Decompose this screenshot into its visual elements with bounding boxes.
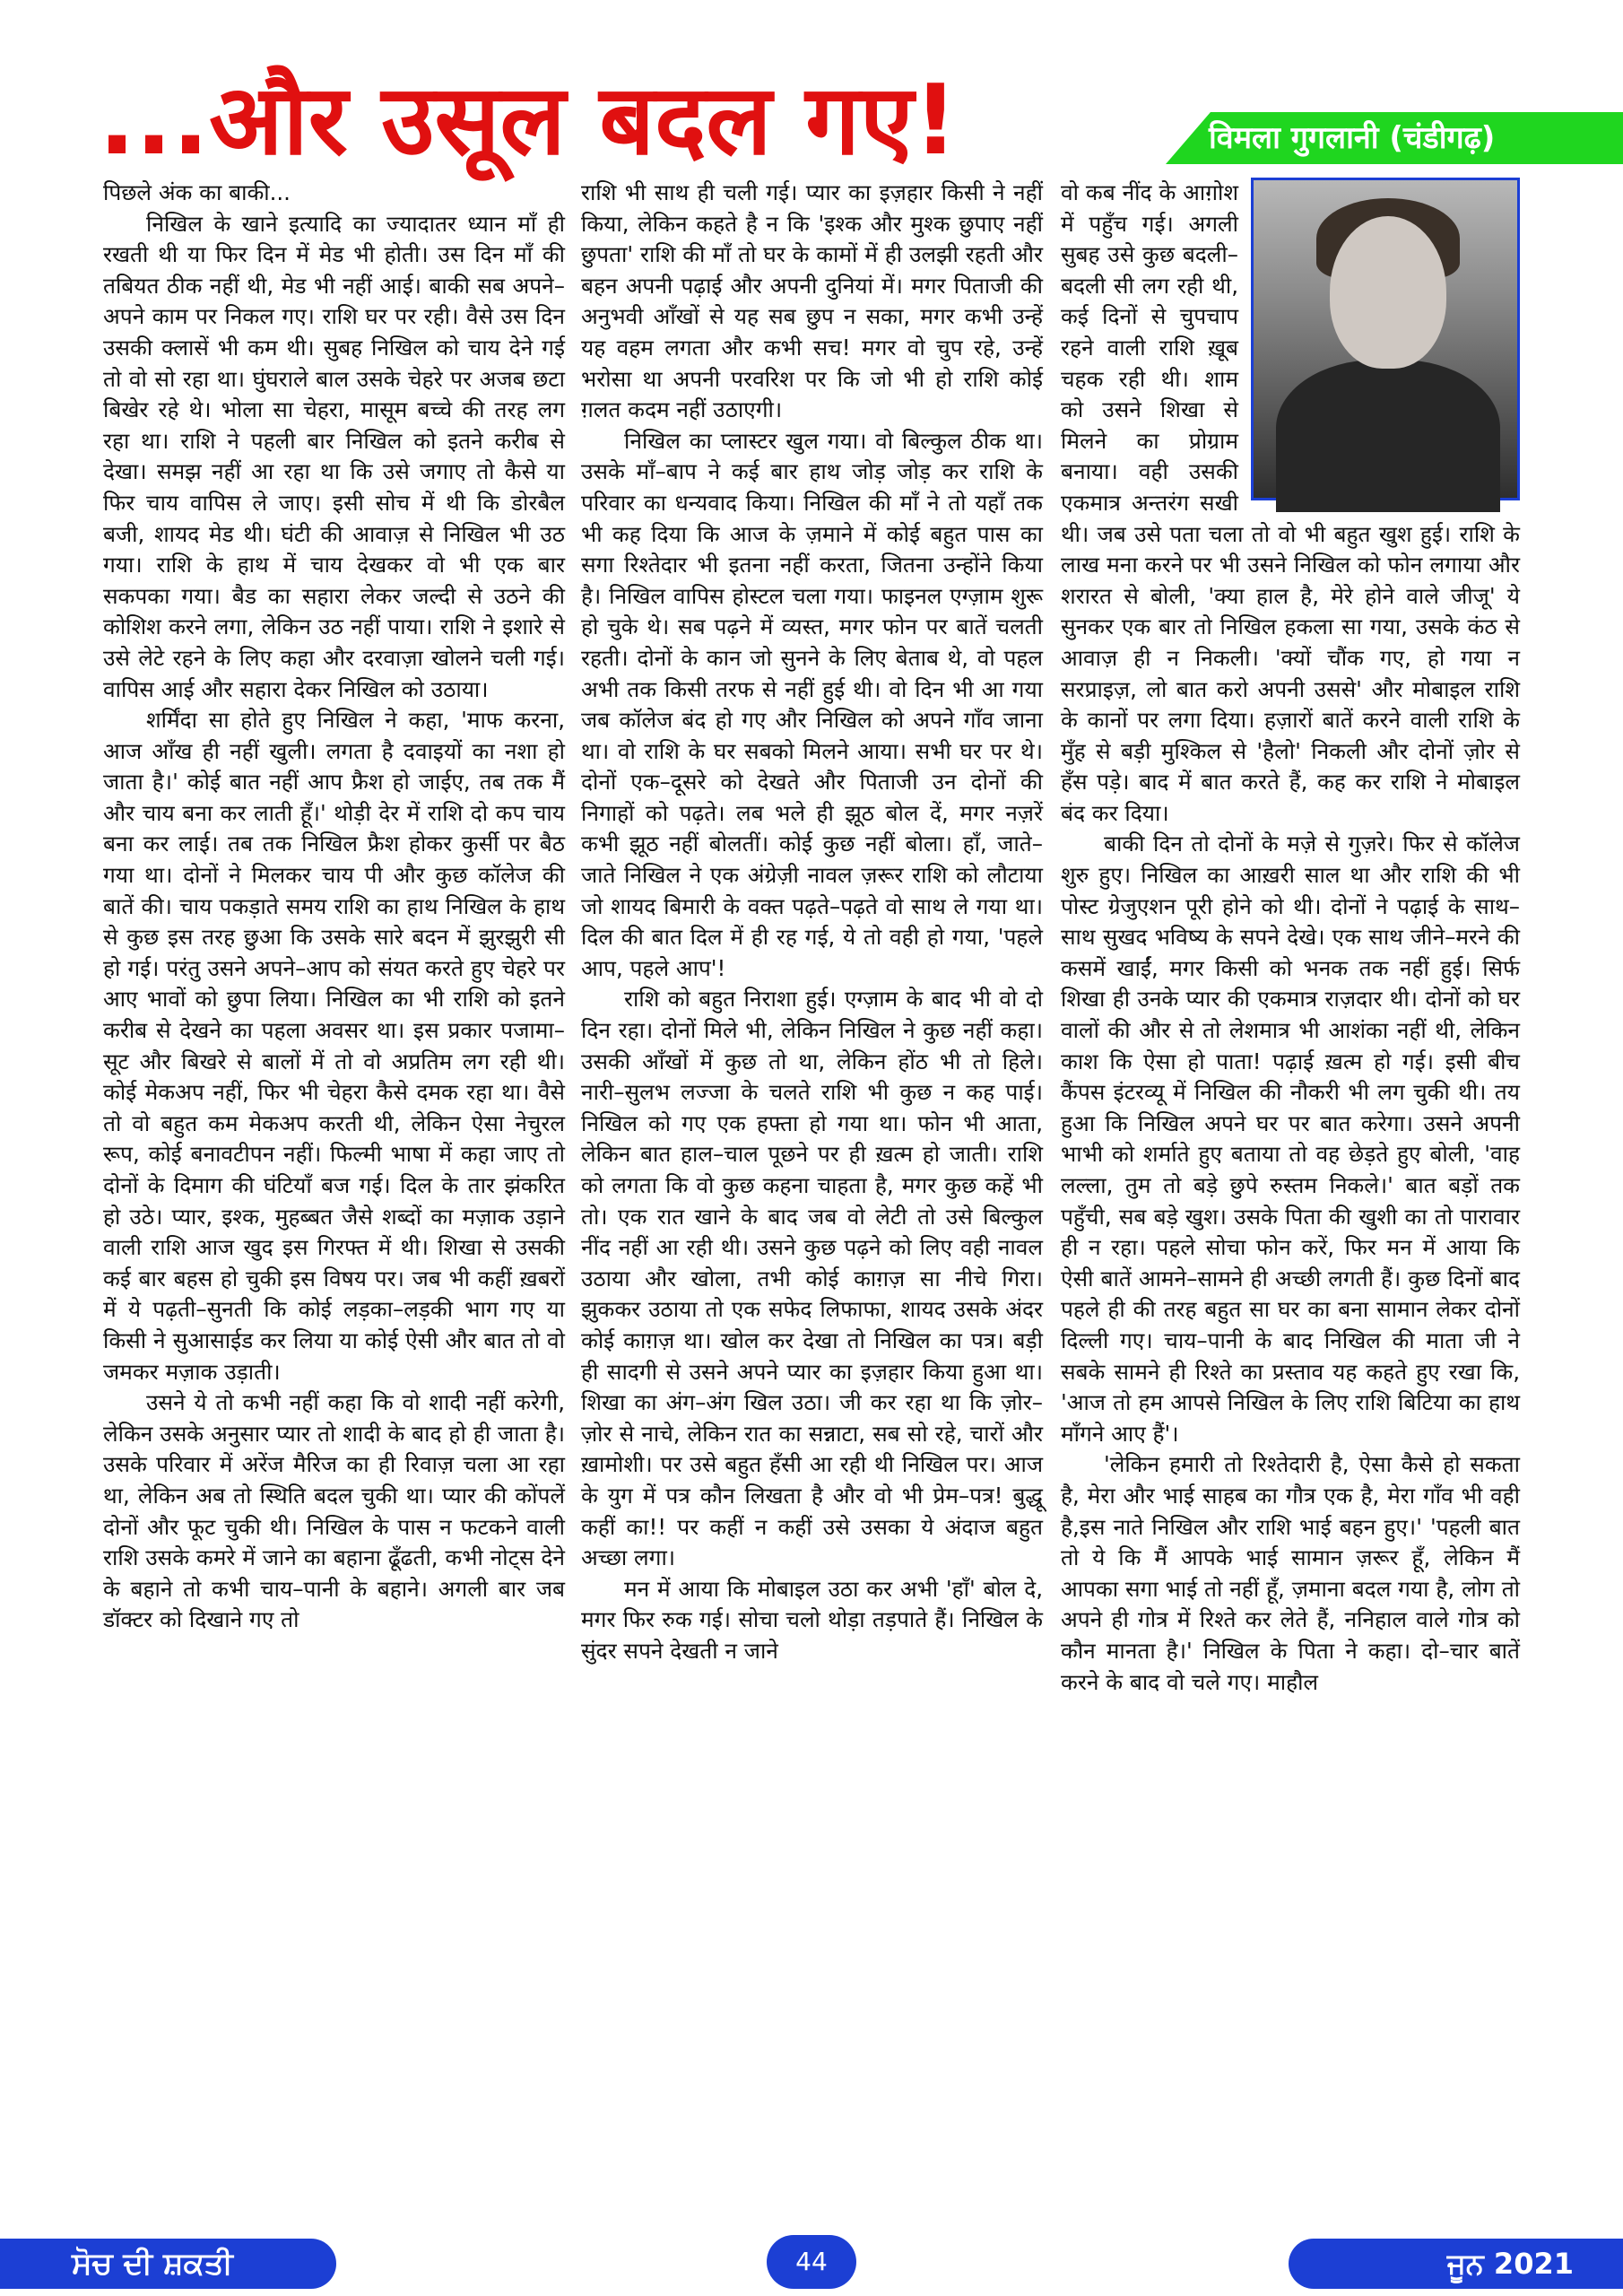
story-title: ...और उसूल बदल गए! <box>99 65 958 177</box>
paragraph: राशि भी साथ ही चली गई। प्यार का इज़हार किसी ने नहीं किया, लेकिन कहते है न कि 'इश्क और मुश्क छुपाए नहीं छुपता' राशि की माँ तो घर के कामों में ही उलझी रहती और बहन अपनी पढ़ाई और अपनी दुनियां में। मगर पिताजी की अनुभवी आँखों से यह सब छुप न सका, मगर कभी उन्हें यह वहम लगता और कभी सच! मगर वो चुप रहे, उन्हें भरोसा था अपनी परवरिश पर कि जो भी हो राशि कोई ग़लत कदम नहीं उठाएगी। <box>581 179 1043 423</box>
paragraph: निखिल का प्लास्टर खुल गया। वो बिल्कुल ठीक था। उसके माँ–बाप ने कई बार हाथ जोड़ जोड़ कर राशि के परिवार का धन्यवाद किया। निखिल की माँ ने तो यहाँ तक भी कह दिया कि आज के ज़माने में कोई बहुत पास का सगा रिश्तेदार भी इतना नहीं करता, जितना उन्होंने किया है। निखिल वापिस होस्टल चला गया। फाइनल एग्ज़ाम शुरू हो चुके थे। सब पढ़ने में व्यस्त, मगर फोन पर बातें चलती रहती। दोनों के कान जो सुनने के लिए बेताब थे, वो पहल अभी तक किसी तरफ से नहीं हुई थी। वो दिन भी आ गया जब कॉलेज बंद हो गए और निखिल को अपने गाँव जाना था। वो राशि के घर सबको मिलने आया। सभी घर पर थे। दोनों एक–दूसरे को देखते और पिताजी उन दोनों की निगाहों को पढ़ते। लब भले ही झूठ बोल दें, मगर नज़रें कभी झूठ नहीं बोलतीं। कोई कुछ नहीं बोला। हाँ, जाते–जाते निखिल ने एक अंग्रेज़ी नावल ज़रूर राशि को लौटाया जो शायद बिमारी के वक्त पढ़ते–पढ़ते वो साथ ले गया था। दिल की बात दिल में ही रह गई, ये तो वही हो गया, 'पहले आप, पहले आप'! <box>581 427 1043 981</box>
page-number: 44 <box>767 2235 856 2289</box>
magazine-name: ਸੋਚ ਦੀ ਸ਼ਕਤੀ <box>0 2239 336 2289</box>
continued-label: पिछले अंक का बाकी... <box>103 179 291 205</box>
paragraph: उसने ये तो कभी नहीं कहा कि वो शादी नहीं करेगी, लेकिन उसके अनुसार प्यार तो शादी के बाद हो ही जाता है। उसके परिवार में अरेंज मैरिज का ही रिवाज़ चला आ रहा था, लेकिन अब तो स्थिति बदल चुकी था। प्यार की कोंपलें दोनों और फूट चुकी थी। निखिल के पास न फटकने वाली राशि उसके कमरे में जाने का बहाना ढूँढती, कभी नोट्स देने के बहाने तो कभी चाय–पानी के बहाने। अगली बार जब डॉक्टर को दिखाने गए तो <box>103 1389 565 1633</box>
paragraph: राशि को बहुत निराशा हुई। एग्ज़ाम के बाद भी वो दो दिन रहा। दोनों मिले भी, लेकिन निखिल ने कुछ नहीं कहा। उसकी आँखों में कुछ तो था, लेकिन होंठ भी तो हिले। नारी–सुलभ लज्जा के चलते राशि भी कुछ न कह पाई। निखिल को गए एक हफ्ता हो गया था। फोन भी आता, लेकिन बात हाल–चाल पूछने पर ही ख़त्म हो जाती। राशि को लगता कि वो कुछ कहना चाहता है, मगर कुछ कहें भी तो। एक रात खाने के बाद जब वो लेटी तो उसे बिल्कुल नींद नहीं आ रही थी। उसने कुछ पढ़ने को लिए वही नावल उठाया और खोला, तभी कोई काग़ज़ सा नीचे गिरा। झुककर उठाया तो एक सफेद लिफाफा, शायद उसके अंदर कोई काग़ज़ था। खोल कर देखा तो निखिल का पत्र। बड़ी ही सादगी से उसने अपने प्यार का इज़हार किया हुआ था। शिखा का अंग–अंग खिल उठा। जी कर रहा था कि ज़ोर–ज़ोर से नाचे, लेकिन रात का सन्नाटा, सब सो रहे, चारों और ख़ामोशी। पर उसे बहुत हँसी आ रही थी निखिल पर। आज के युग में पत्र कौन लिखता है और वो भी प्रेम–पत्र! बुद्धू कहीं का!! पर कहीं न कहीं उसे उसका ये अंदाज बहुत अच्छा लगा। <box>581 986 1043 1571</box>
paragraph: शर्मिंदा सा होते हुए निखिल ने कहा, 'माफ करना, आज आँख ही नहीं खुली। लगता है दवाइयों का नशा हो जाता है।' कोई बात नहीं आप फ्रैश हो जाईए, तब तक मैं और चाय बना कर लाती हूँ।' थोड़ी देर में राशि दो कप चाय बना कर लाई। तब तक निखिल फ्रैश होकर कुर्सी पर बैठ गया था। दोनों ने मिलकर चाय पी और कुछ कॉलेज की बातें की। चाय पकड़ाते समय राशि का हाथ निखिल के हाथ से कुछ इस तरह छुआ कि उसके सारे बदन में झुरझुरी सी हो गई। परंतु उसने अपने–आप को संयत करते हुए चेहरे पर आए भावों को छुपा लिया। निखिल का भी राशि को इतने करीब से देखने का पहला अवसर था। इस प्रकार पजामा–सूट और बिखरे से बालों में तो वो अप्रतिम लग रही थी। कोई मेकअप नहीं, फिर भी चेहरा कैसे दमक रहा था। वैसे तो वो बहुत कम मेकअप करती थी, लेकिन ऐसा नेचुरल रूप, कोई बनावटीपन नहीं। फिल्मी भाषा में कहा जाए तो दोनों के दिमाग की घंटियाँ बज गई। दिल के तार झंकरित हो उठे। प्यार, इश्क, मुहब्बत जैसे शब्दों का मज़ाक उड़ाने वाली राशि आज खुद इस गिरफ्त में थी। शिखा से उसकी कई बार बहस हो चुकी इस विषय पर। जब भी कहीं ख़बरों में ये पढ़ती–सुनती कि कोई लड़का–लड़की भाग गए या किसी ने सुआसाईड कर लिया या कोई ऐसी और बात तो वो जमकर मज़ाक उड़ाती। <box>103 707 565 1385</box>
paragraph: वो कब नींद के आग़ोश में पहुँच गई। अगली सुबह उसे कुछ बदली–बदली सी लग रही थी, कई दिनों से चुपचाप रहने वाली राशि ख़ूब चहक रही थी। शाम को उसने शिखा से मिलने का प्रोग्राम बनाया। वही उसकी एकमात्र अन्तरंग सखी थी। जब उसे पता चला तो वो भी बहुत खुश हुई। राशि के लाख मना करने पर भी उसने निखिल को फोन लगाया और शरारत से बोली, 'क्या हाल है, मेरे होने वाले जीजू' ये सुनकर एक बार तो निखिल हकला सा गया, उसके कंठ से आवाज़ ही न निकली। 'क्यों चौंक गए, हो गया न सरप्राइज़, लो बात करो अपनी उससे' और मोबाइल राशि के कानों पर लगा दिया। हज़ारों बातें करने वाली राशि के मुँह से बड़ी मुश्किल से 'हैलो' निकली और दोनों ज़ोर से हँस पड़े। बाद में बात करते हैं, कह कर राशि ने मोबाइल बंद कर दिया। <box>1061 179 1520 826</box>
paragraph: निखिल के खाने इत्यादि का ज्यादातर ध्यान माँ ही रखती थी या फिर दिन में मेड भी होती। उस दिन माँ की तबियत ठीक नहीं थी, मेड भी नहीं आई। बाकी सब अपने–अपने काम पर निकल गए। राशि घर पर रही। वैसे उस दिन उसकी क्लासें भी कम थी। सुबह निखिल को चाय देने गई तो वो सो रहा था। घुंघराले बाल उसके चेहरे पर अजब छटा बिखेर रहे थे। भोला सा चेहरा, मासूम बच्चे की तरह लग रहा था। राशि ने पहली बार निखिल को इतने करीब से देखा। समझ नहीं आ रहा था कि उसे जगाए तो कैसे या फिर चाय वापिस ले जाए। इसी सोच में थी कि डोरबैल बजी, शायद मेड थी। घंटी की आवाज़ से निखिल भी उठ गया। राशि के हाथ में चाय देखकर वो भी एक बार सकपका गया। बैड का सहारा लेकर जल्दी से उठने की कोशिश करने लगा, लेकिन उठ नहीं पाया। राशि ने इशारे से उसे लेटे रहने के लिए कहा और दरवाज़ा खोलने चली गई। वापिस आई और सहारा देकर निखिल को उठाया। <box>103 210 565 702</box>
paragraph: बाकी दिन तो दोनों के मज़े से गुज़रे। फिर से कॉलेज शुरु हुए। निखिल का आख़री साल था और राशि की भी पोस्ट ग्रेजुएशन पूरी होने को थी। दोनों ने पढ़ाई के साथ–साथ सुखद भविष्य के सपने देखे। एक साथ जीने–मरने की कसमें खाईं, मगर किसी को भनक तक नहीं हुई। सिर्फ शिखा ही उनके प्यार की एकमात्र राज़दार थी। दोनों को घर वालों की और से तो लेशमात्र भी आशंका नहीं थी, लेकिन काश कि ऐसा हो पाता! पढ़ाई ख़त्म हो गई। इसी बीच कैंपस इंटरव्यू में निखिल की नौकरी भी लग चुकी थी। तय हुआ कि निखिल अपने घर पर बात करेगा। उसने अपनी भाभी को शर्माते हुए बताया तो वह छेड़ते हुए बोली, 'वाह लल्ला, तुम तो बड़े छुपे रुस्तम निकले।' बात बड़ों तक पहुँची, सब बड़े खुश। उसके पिता की खुशी का तो पारावार ही न रहा। पहले सोचा फोन करें, फिर मन में आया कि ऐसी बातें आमने–सामने ही अच्छी लगती हैं। कुछ दिनों बाद पहले ही की तरह बहुत सा घर का बना सामान लेकर दोनों दिल्ली गए। चाय–पानी के बाद निखिल की माता जी ने सबके सामने ही रिश्ते का प्रस्ताव यह कहते हुए रखा कि, 'आज तो हम आपसे निखिल के लिए राशि बिटिया का हाथ माँगने आए हैं'। <box>1061 831 1520 1447</box>
text-column-3 <box>1061 178 1520 1695</box>
paragraph: मन में आया कि मोबाइल उठा कर अभी 'हाँ' बोल दे, मगर फिर रुक गई। सोचा चलो थोड़ा तड़पाते हैं। निखिल के सुंदर सपने देखती न जाने <box>581 1575 1043 1664</box>
author-name: विमला गुगलानी (चंडीगढ़) <box>1209 120 1496 156</box>
text-column-2 <box>581 178 1043 1664</box>
text-column-1 <box>103 178 565 1633</box>
paragraph: 'लेकिन हमारी तो रिश्तेदारी है, ऐसा कैसे हो सकता है, मेरा और भाई साहब का गौत्र एक है, मेरा गाँव भी वही है,इस नाते निखिल और राशि भाई बहन हुए।' 'पहली बात तो ये कि मैं आपके भाई सामान ज़रूर हूँ, लेकिन मैं आपका सगा भाई तो नहीं हूँ, ज़माना बदल गया है, लोग तो अपने ही गोत्र में रिश्ते कर लेते हैं, ननिहाल वाले गोत्र को कौन मानता है।' निखिल के पिता ने कहा। दो–चार बातें करने के बाद वो चले गए। माहौल <box>1061 1451 1520 1695</box>
issue-date: ਜੂਨ 2021 <box>1289 2239 1623 2289</box>
author-portrait-icon <box>1251 178 1520 500</box>
